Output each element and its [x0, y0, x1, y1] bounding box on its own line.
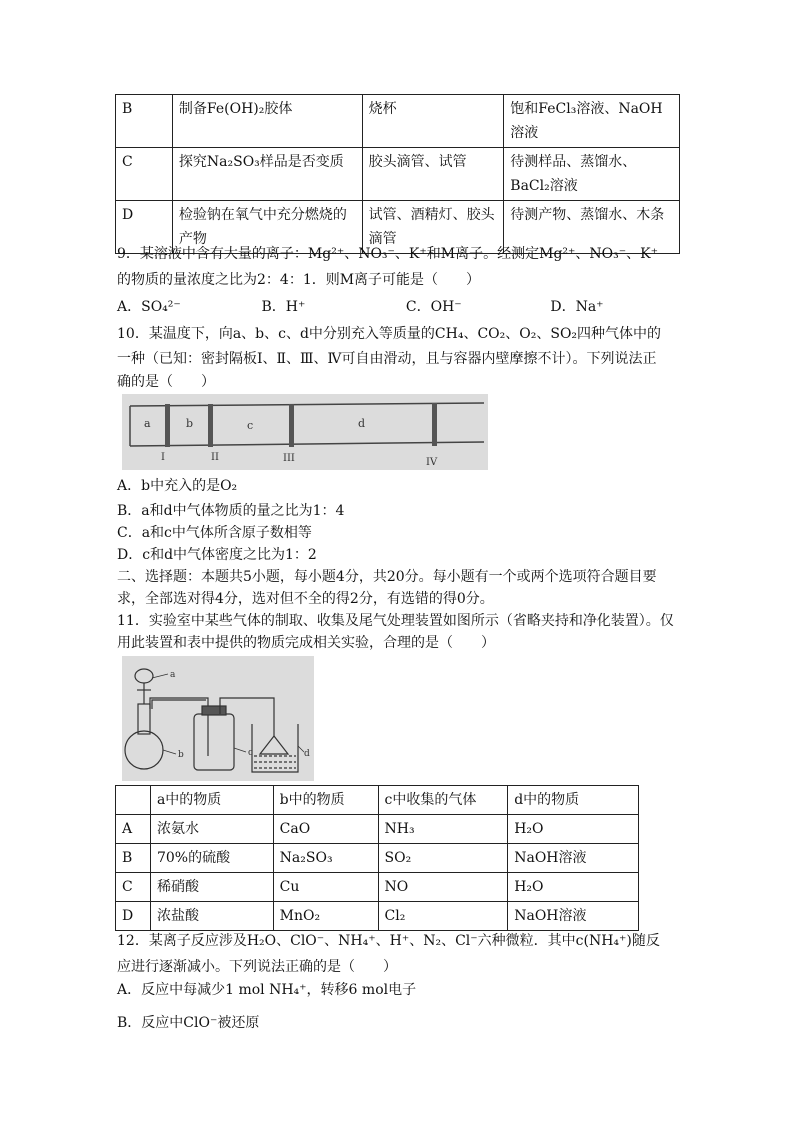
q10-option-d: D．c和d中气体密度之比为1：2	[117, 547, 317, 563]
cell-d: NaOH溶液	[508, 844, 639, 873]
cell-c: Cl₂	[378, 902, 508, 931]
label-c: c	[248, 748, 254, 758]
option-b: B．H⁺	[261, 299, 306, 315]
reagent-cell: 饱和FeCl₃溶液、NaOH溶液	[504, 95, 680, 148]
partition-IV	[432, 403, 437, 446]
partition-III	[289, 404, 294, 447]
q11-table	[115, 785, 639, 931]
q9-stem-line2: 的物质的量浓度之比为2：4：1．则M离子可能是（ ）	[117, 272, 481, 288]
q12-option-b: B．反应中ClO⁻被还原	[117, 1015, 260, 1031]
apparatus-cell: 烧杯	[362, 95, 504, 148]
partition-II	[208, 404, 213, 447]
header-cell: a中的物质	[150, 786, 273, 815]
label-a: a	[170, 670, 176, 680]
table-row	[116, 844, 639, 873]
cell-b: CaO	[273, 815, 378, 844]
label-d: d	[304, 749, 310, 759]
cell-d: NaOH溶液	[508, 902, 639, 931]
cell-d: H₂O	[508, 815, 639, 844]
partition-I-label: I	[161, 452, 165, 463]
header-cell: d中的物质	[508, 786, 639, 815]
experiment-cell: 探究Na₂SO₃样品是否变质	[172, 148, 362, 201]
partition-III-label: III	[283, 453, 295, 464]
cell-d: H₂O	[508, 873, 639, 902]
partition-diagram	[122, 394, 488, 470]
row-label: D	[116, 201, 173, 254]
q10-option-b: B．a和d中气体物质的量之比为1：4	[117, 503, 345, 519]
row-label: D	[116, 902, 151, 931]
cell-b: Cu	[273, 873, 378, 902]
q8-options-table	[115, 94, 680, 254]
chamber-d-label: d	[358, 417, 366, 430]
cell-c: SO₂	[378, 844, 508, 873]
q10-stem-line1: 10．某温度下，向a、b、c、d中分别充入等质量的CH₄、CO₂、O₂、SO₂四种气体中的	[117, 326, 662, 342]
apparatus-cell: 试管、酒精灯、胶头滴管	[362, 201, 504, 254]
q12-stem-line1: 12．某离子反应涉及H₂O、ClO⁻、NH₄⁺、H⁺、N₂、Cl⁻六种微粒．其中c(NH₄⁺)随反	[117, 933, 660, 949]
row-label: C	[116, 873, 151, 902]
experiment-cell: 制备Fe(OH)₂胶体	[172, 95, 362, 148]
cell-a: 稀硝酸	[150, 873, 273, 902]
chamber-a-label: a	[144, 417, 151, 430]
header-cell: c中收集的气体	[378, 786, 508, 815]
cell-a: 浓氨水	[150, 815, 273, 844]
apparatus-cell: 胶头滴管、试管	[362, 148, 504, 201]
table-row	[116, 815, 639, 844]
row-label: B	[116, 95, 173, 148]
container-partition-figure	[122, 394, 488, 470]
q11-stem-line2: 用此装置和表中提供的物质完成相关实验，合理的是（ ）	[117, 635, 495, 651]
q11-stem-line1: 11．实验室中某些气体的制取、收集及尾气处理装置如图所示（省略夹持和净化装置）。仅	[117, 613, 674, 629]
section2-heading-line2: 求，全部选对得4分，选对但不全的得2分，有选错的得0分。	[117, 591, 494, 607]
cell-a: 浓盐酸	[150, 902, 273, 931]
reagent-cell: 待测产物、蒸馏水、木条	[504, 201, 680, 254]
cell-a: 70%的硫酸	[150, 844, 273, 873]
q12-stem-line2: 应进行逐渐减小。下列说法正确的是（ ）	[117, 959, 397, 975]
label-b: b	[178, 750, 184, 760]
row-label: B	[116, 844, 151, 873]
q10-option-c: C．a和c中气体所含原子数相等	[117, 525, 312, 541]
reagent-cell: 待测样品、蒸馏水、BaCl₂溶液	[504, 148, 680, 201]
q10-stem-line2: 一种（已知：密封隔板Ⅰ、Ⅱ、Ⅲ、Ⅳ可自由滑动，且与容器内壁摩擦不计）。下列说法正	[117, 351, 657, 367]
option-c: C．OH⁻	[405, 299, 462, 315]
gas-apparatus-figure	[122, 656, 314, 781]
apparatus-diagram	[122, 656, 314, 781]
chamber-b-label: b	[186, 417, 194, 430]
section2-heading-line1: 二、选择题：本题共5小题，每小题4分，共20分。每小题有一个或两个选项符合题目要	[117, 569, 657, 585]
q9-options	[117, 296, 677, 318]
q10-option-a: A．b中充入的是O₂	[117, 478, 238, 494]
q12-option-a: A．反应中每减少1 mol NH₄⁺，转移6 mol电子	[117, 982, 417, 998]
cell-b: MnO₂	[273, 902, 378, 931]
header-cell: b中的物质	[273, 786, 378, 815]
row-label: C	[116, 148, 173, 201]
table-row	[116, 148, 680, 201]
header-cell	[116, 786, 151, 815]
partition-II-label: II	[211, 452, 219, 463]
cell-c: NH₃	[378, 815, 508, 844]
experiment-cell: 检验钠在氧气中充分燃烧的产物	[172, 201, 362, 254]
table-row	[116, 873, 639, 902]
table-row	[116, 902, 639, 931]
cell-b: Na₂SO₃	[273, 844, 378, 873]
row-label: A	[116, 815, 151, 844]
chamber-c-label: c	[247, 419, 254, 432]
q9-stem-line1: 9．某溶液中含有大量的离子：Mg²⁺、NO₃⁻、K⁺和M离子。经测定Mg²⁺、NO₃⁻、K⁺	[117, 246, 658, 262]
table-header-row	[116, 786, 639, 815]
q10-stem-line3: 确的是（ ）	[117, 374, 215, 390]
option-a: A．SO₄²⁻	[117, 299, 181, 315]
option-d: D．Na⁺	[550, 299, 604, 315]
table-row	[116, 95, 680, 148]
partition-I	[165, 404, 170, 447]
partition-IV-label: IV	[426, 457, 438, 468]
cell-c: NO	[378, 873, 508, 902]
